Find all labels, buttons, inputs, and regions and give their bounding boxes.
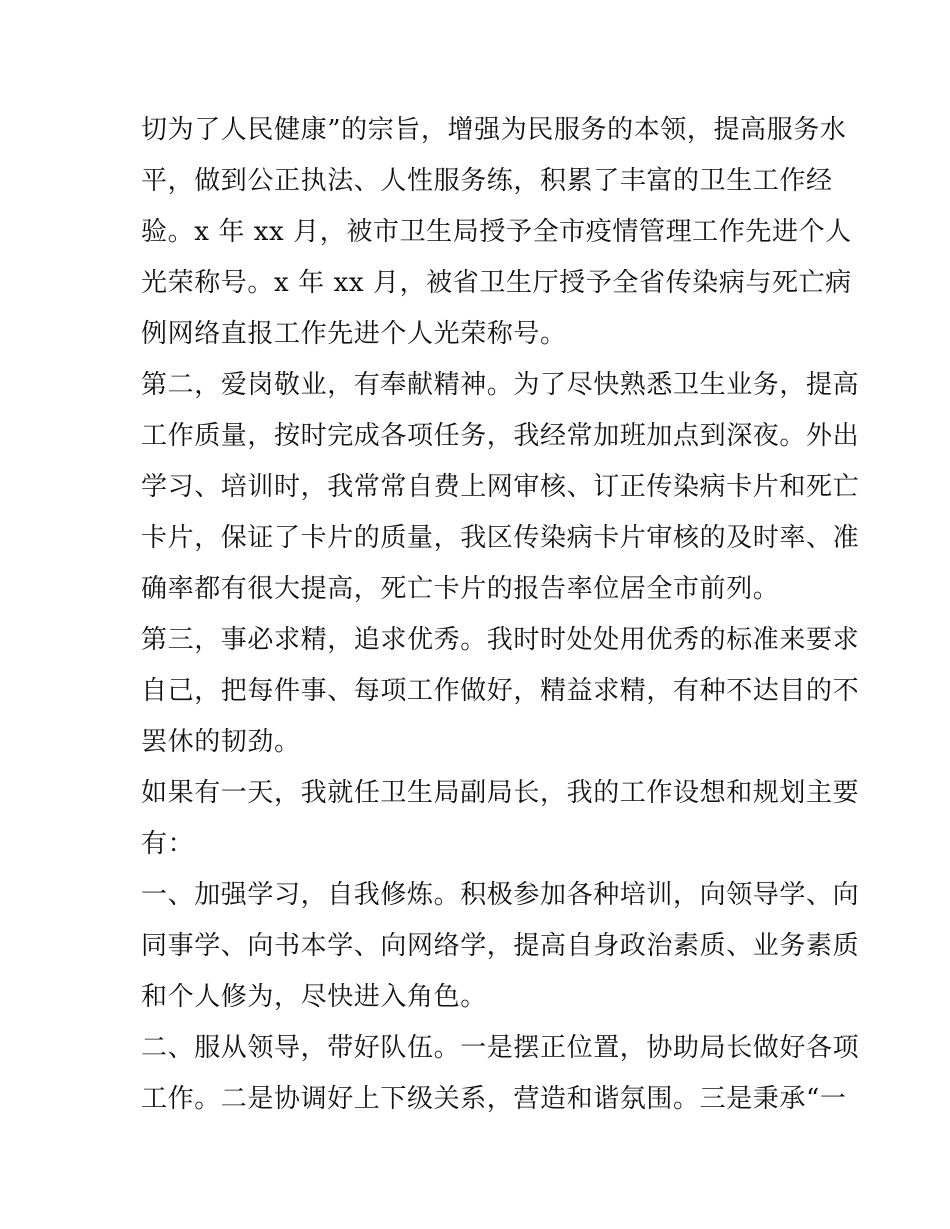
document-body bbox=[141, 105, 860, 1125]
text-line: 工作。二是协调好上下级关系，营造和谐氛围。三是秉承“一 bbox=[141, 1084, 847, 1114]
text-line: 自己，把每件事、每项工作做好，精益求精，有种不达目的不 bbox=[141, 676, 860, 706]
text-line: 平，做到公正执法、人性服务练，积累了丰富的卫生工作经 bbox=[141, 166, 833, 196]
text-line: 验。x 年 xx 月，被市卫生局授予全市疫情管理工作先进个人 bbox=[141, 217, 852, 247]
text-line: 和个人修为，尽快进入角色。 bbox=[141, 982, 487, 1012]
text-line: 光荣称号。x 年 xx 月，被省卫生厅授予全省传染病与死亡病 bbox=[141, 268, 852, 298]
text-line: 工作质量，按时完成各项任务，我经常加班加点到深夜。外出 bbox=[141, 421, 860, 451]
text-line: 一、加强学习，自我修炼。积极参加各种培训，向领导学、向 bbox=[141, 880, 860, 910]
text-line: 第三，事必求精，追求优秀。我时时处处用优秀的标准来要求 bbox=[141, 625, 860, 655]
text-line: 切为了人民健康”的宗旨，增强为民服务的本领，提高服务水 bbox=[141, 115, 847, 145]
text-line: 确率都有很大提高，死亡卡片的报告率位居全市前列。 bbox=[141, 574, 780, 604]
text-line: 卡片，保证了卡片的质量，我区传染病卡片审核的及时率、准 bbox=[141, 523, 860, 553]
text-line: 有： bbox=[141, 829, 195, 859]
text-line: 罢休的韧劲。 bbox=[141, 727, 301, 757]
text-line: 二、服从领导，带好队伍。一是摆正位置，协助局长做好各项 bbox=[141, 1033, 860, 1063]
text-line: 如果有一天，我就任卫生局副局长，我的工作设想和规划主要 bbox=[141, 778, 860, 808]
text-line: 第二，爱岗敬业，有奉献精神。为了尽快熟悉卫生业务，提高 bbox=[141, 370, 860, 400]
text-line: 例网络直报工作先进个人光荣称号。 bbox=[141, 319, 567, 349]
text-line: 学习、培训时，我常常自费上网审核、订正传染病卡片和死亡 bbox=[141, 472, 860, 502]
text-line: 同事学、向书本学、向网络学，提高自身政治素质、业务素质 bbox=[141, 931, 860, 961]
